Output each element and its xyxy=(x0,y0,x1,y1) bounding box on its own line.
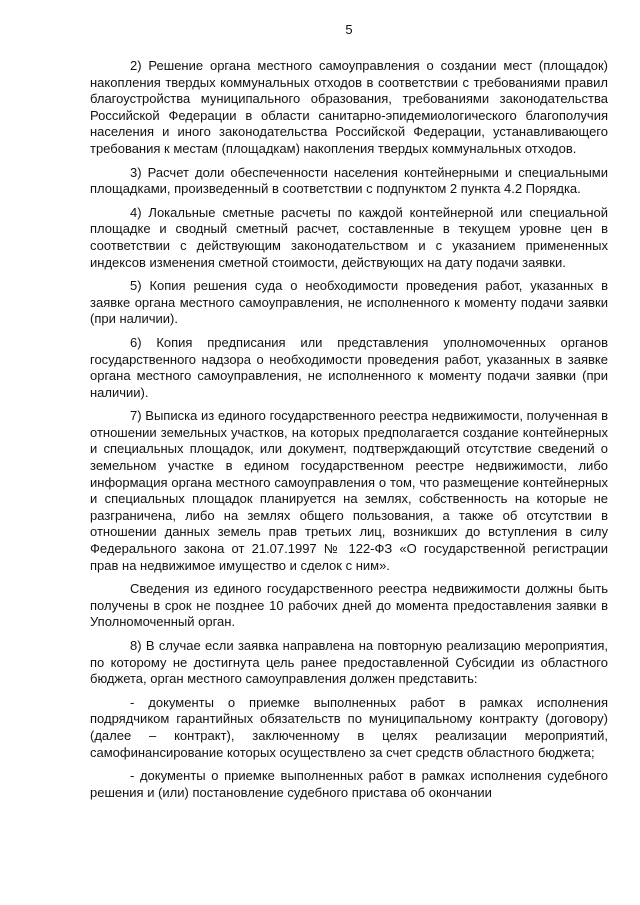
paragraph-item-7: 7) Выписка из единого государственного реестра недвижимости, полученная в отношении земельных участков, на которых предполагается создание контейнерных и специальных площадок, или документ, подтверждающий отсутствие сведений о земельном участке в едином государственном реестре недвижимости, либо информация органа местного самоуправления о том, что размещение контейнерных и специальных площадок планируется на землях, собственность на которые не разграничена, либо на землях общего пользования, а также об отсутствии в отношении данных земель прав третьих лиц, возникших до вступления в силу Федерального закона от 21.07.1997 № 122-ФЗ «О государственной регистрации прав на недвижимое имущество и сделок с ним». xyxy=(90,408,608,573)
bullet-warranty-documents: - документы о приемке выполненных работ в рамках исполнения подрядчиком гарантийных обязательств по муниципальному контракту (договору) (далее – контракт), заключенному в целях реализации мероприятий, самофинансирование которых осуществлено за счет средств областного бюджета; xyxy=(90,694,608,760)
paragraph-item-3: 3) Расчет доли обеспеченности населения контейнерными и специальными площадками, произведенный в соответствии с подпунктом 2 пункта 4.2 Порядка. xyxy=(90,164,608,197)
paragraph-item-8: 8) В случае если заявка направлена на повторную реализацию мероприятия, по которому не достигнута цель ранее предоставленной Субсидии из областного бюджета, орган местного самоуправления должен представить: xyxy=(90,638,608,687)
paragraph-item-5: 5) Копия решения суда о необходимости проведения работ, указанных в заявке органа местного самоуправления, не исполненного к моменту подачи заявки (при наличии). xyxy=(90,278,608,327)
paragraph-item-6: 6) Копия предписания или представления уполномоченных органов государственного надзора о необходимости проведения работ, указанных в заявке органа местного самоуправления, не исполненного к моменту подачи заявки (при наличии). xyxy=(90,334,608,400)
page-number: 5 xyxy=(345,22,353,37)
paragraph-item-2: 2) Решение органа местного самоуправления о создании мест (площадок) накопления твердых коммунальных отходов в соответствии с требованиями правил благоустройства муниципального образования, требованиями законодательства Российской Федерации в области санитарно-эпидемиологического благополучия населения и иного законодательства Российской Федерации, устанавливающего требования к местам (площадкам) накопления твердых коммунальных отходов. xyxy=(90,58,608,156)
paragraph-item-4: 4) Локальные сметные расчеты по каждой контейнерной или специальной площадке и сводный сметный расчет, составленные в текущем уровне цен в соответствии с действующим законодательством и с указанием примененных индексов изменения сметной стоимости, действующих на дату подачи заявки. xyxy=(90,204,608,270)
bullet-court-documents: - документы о приемке выполненных работ в рамках исполнения судебного решения и (или) постановление судебного пристава об окончании xyxy=(90,768,608,800)
paragraph-egrn-deadline: Сведения из единого государственного реестра недвижимости должны быть получены в срок не позднее 10 рабочих дней до момента предоставления заявки в Уполномоченный орган. xyxy=(90,581,608,630)
